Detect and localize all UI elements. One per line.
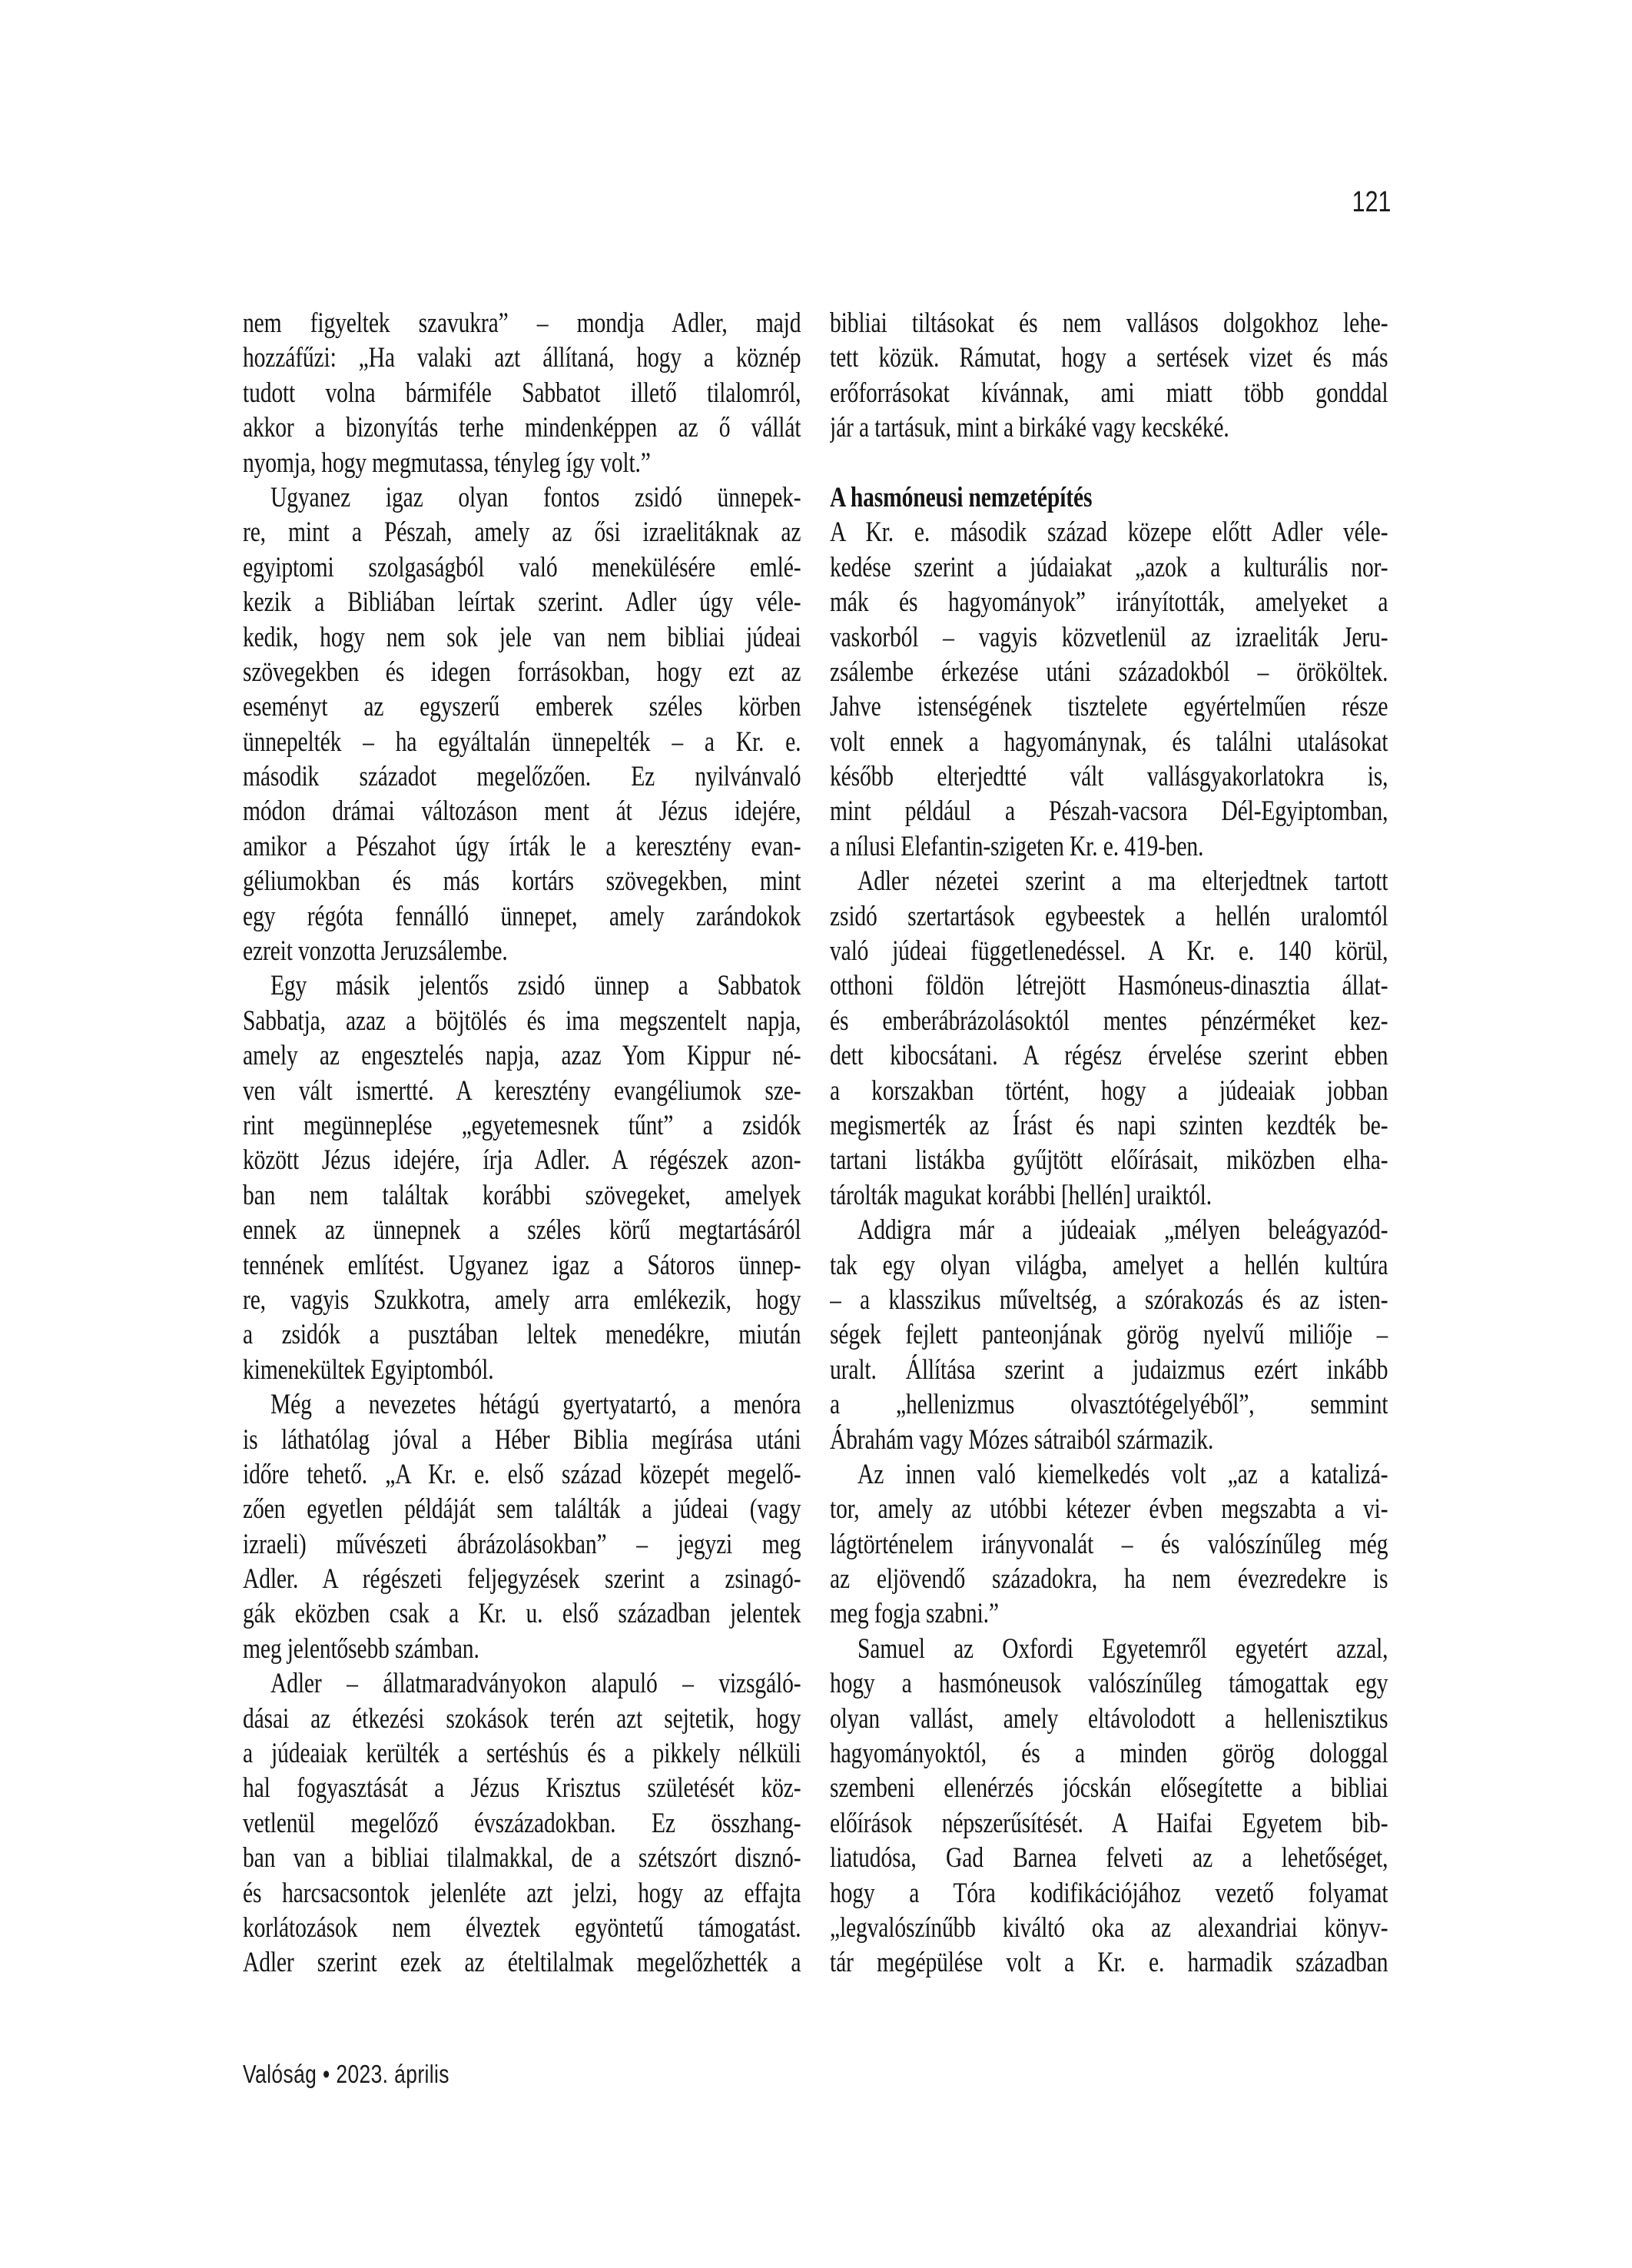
text-line: Ugyanez igaz olyan fontos zsidó ünnepek- (270, 481, 801, 513)
text-line: tartani listákba gyűjtött előírásait, miközben elha- (830, 1144, 1388, 1177)
text-line: tennének említést. Ugyanez igaz a Sátoros ünnep- (243, 1249, 801, 1281)
text-line: tudott volna bármiféle Sabbatot illető tilalomról, (243, 377, 801, 409)
text-line: Az innen való kiemelkedés volt „az a katalizá- (857, 1458, 1388, 1490)
text-line: a zsidók a pusztában leltek menedékre, miután (243, 1319, 801, 1351)
text-line: ven vált ismertté. A keresztény evangéliumok sze- (243, 1074, 801, 1107)
text-line: amely az engesztelés napja, azaz Yom Kippur né- (243, 1040, 801, 1072)
text-line: egyiptomi szolgaságból való menekülésére emlé- (243, 551, 801, 583)
text-line: hogy a hasmóneusok valószínűleg támogattak egy (830, 1668, 1388, 1700)
text-line: amikor a Pészahot úgy írták le a keresztény evan- (243, 830, 801, 862)
text-line: Adler szerint ezek az ételtilalmak megelőzhették a (243, 1947, 801, 1979)
text-line: között Jézus idejére, írja Adler. A régészek azon- (243, 1144, 801, 1177)
text-line: izraeli) művészeti ábrázolásokban” – jegyzi meg (243, 1528, 801, 1560)
text-line: és harcsacsontok jelenléte azt jelzi, hogy az effajta (243, 1877, 801, 1909)
text-line: zően egyetlen példáját sem találták a júdeai (vagy (243, 1493, 801, 1526)
text-column-left (243, 306, 801, 1981)
text-line: bibliai tiltásokat és nem vallásos dolgokhoz lehe- (830, 307, 1388, 339)
text-line: a júdeaiak kerülték a sertéshús és a pikkely nélküli (243, 1738, 801, 1770)
text-line: vaskorból – vagyis közvetlenül az izraeliták Jeru- (830, 621, 1388, 653)
text-line: a korszakban történt, hogy a júdeaiak jobban (830, 1074, 1388, 1107)
text-line: kezik a Bibliában leírtak szerint. Adler úgy véle- (243, 586, 801, 619)
text-line: otthoni földön létrejött Hasmóneus-dinasztia állat- (830, 970, 1388, 1002)
text-line: hagyományoktól, és a minden görög dologgal (830, 1738, 1388, 1770)
text-line: tak egy olyan világba, amelyet a hellén kultúra (830, 1249, 1388, 1281)
text-line: nyomja, hogy megmutassa, tényleg így volt.” (243, 447, 651, 479)
text-line: később elterjedtté vált vallásgyakorlatokra is, (830, 761, 1388, 793)
text-line: kedik, hogy nem sok jele van nem bibliai júdeai (243, 621, 801, 653)
text-line: ennek az ünnepnek a széles körű megtartásáról (243, 1214, 801, 1247)
text-line: vetlenül megelőző évszázadokban. Ez összhang- (243, 1807, 801, 1839)
text-line: hozzáfűzi: „Ha valaki azt állítaná, hogy a köznép (243, 342, 801, 374)
text-line: liatudósa, Gad Barnea felveti az a lehetőséget, (830, 1842, 1388, 1875)
text-line: való júdeai függetlenedéssel. A Kr. e. 140 körül, (830, 935, 1388, 968)
text-line: az eljövendő századokra, ha nem évezredekre is (830, 1563, 1388, 1596)
text-line: tett közük. Rámutat, hogy a sertések vizet és más (830, 342, 1388, 374)
text-line: dásai az étkezési szokások terén azt sejtetik, hogy (243, 1702, 801, 1735)
text-line: hogy a Tóra kodifikációjához vezető folyamat (830, 1877, 1388, 1909)
text-line: akkor a bizonyítás terhe mindenképpen az ő vállát (243, 412, 801, 444)
text-line: kimenekültek Egyiptomból. (243, 1353, 494, 1386)
text-line: meg fogja szabni.” (830, 1598, 999, 1630)
text-line: dett kibocsátani. A régész érvelése szerint ebben (830, 1040, 1388, 1072)
blank-line (830, 446, 1388, 480)
text-line: mák és hagyományok” irányították, amelyeket a (830, 586, 1388, 619)
text-line: jár a tartásuk, mint a birkáké vagy kecskéké. (830, 412, 1229, 444)
text-line: Samuel az Oxfordi Egyetemről egyetért azzal, (857, 1632, 1388, 1665)
text-line: volt ennek a hagyománynak, és találni utalásokat (830, 726, 1388, 758)
text-line: ezreit vonzotta Jeruzsálembe. (243, 935, 508, 968)
text-line: Ábrahám vagy Mózes sátraiból származik. (830, 1423, 1214, 1456)
text-line: módon drámai változáson ment át Jézus idejére, (243, 795, 801, 828)
text-line: ünnepelték – ha egyáltalán ünnepelték – a Kr. e. (243, 726, 801, 758)
text-line: uralt. Állítása szerint a judaizmus ezért inkább (830, 1353, 1388, 1386)
text-line: is láthatólag jóval a Héber Biblia megírása utáni (243, 1423, 801, 1456)
text-line: tár megépülése volt a Kr. e. harmadik században (830, 1947, 1388, 1979)
text-line: Adler nézetei szerint a ma elterjedtnek tartott (857, 865, 1388, 898)
text-line: meg jelentősebb számban. (243, 1632, 479, 1665)
text-line: Adler – állatmaradványokon alapuló – vizsgáló- (270, 1668, 801, 1700)
text-line: re, mint a Pészah, amely az ősi izraelitáknak az (243, 516, 801, 549)
text-line: erőforrásokat kívánnak, ami miatt több gonddal (830, 377, 1388, 409)
text-line: lágtörténelem irányvonalát – és valószínűleg még (830, 1528, 1388, 1560)
text-line: re, vagyis Szukkotra, amely arra emlékezik, hogy (243, 1283, 801, 1316)
text-line: géliumokban és más kortárs szövegekben, mint (243, 865, 801, 898)
text-line: a nílusi Elefantin-szigeten Kr. e. 419-ben. (830, 830, 1204, 862)
text-line: Egy másik jelentős zsidó ünnep a Sabbatok (270, 970, 801, 1002)
text-line: Még a nevezetes hétágú gyertyatartó, a menóra (270, 1389, 801, 1421)
text-line: ban nem találtak korábbi szövegeket, amelyek (243, 1179, 801, 1211)
text-line: kedése szerint a júdaiakat „azok a kulturális nor- (830, 551, 1388, 583)
text-line: hal fogyasztását a Jézus Krisztus születését köz- (243, 1772, 801, 1805)
text-line: rint megünneplése „egyetemesnek tűnt” a zsidók (243, 1109, 801, 1141)
text-line: egy régóta fennálló ünnepet, amely zarándokok (243, 900, 801, 932)
text-line: – a klasszikus műveltség, a szórakozás és az isten- (830, 1283, 1388, 1316)
text-line: és emberábrázolásoktól mentes pénzérméket kez- (830, 1004, 1388, 1037)
text-line: ban van a bibliai tilalmakkal, de a szétszórt disznó- (243, 1842, 801, 1875)
text-line: „legvalószínűbb kiváltó oka az alexandriai könyv- (830, 1911, 1388, 1944)
text-line: Sabbatja, azaz a böjtölés és ima megszentelt napja, (243, 1004, 801, 1037)
text-line: szövegekben és idegen forrásokban, hogy ezt az (243, 656, 801, 688)
text-line: A Kr. e. második század közepe előtt Adler véle- (830, 516, 1388, 549)
text-line: olyan vallást, amely eltávolodott a hellenisztikus (830, 1702, 1388, 1735)
text-line: megismerték az Írást és napi szinten kezdték be- (830, 1109, 1388, 1141)
text-line: eseményt az egyszerű emberek széles körben (243, 691, 801, 723)
text-column-right (830, 306, 1388, 1981)
text-line: előírások népszerűsítését. A Haifai Egyetem bib- (830, 1807, 1388, 1839)
text-line: korlátozások nem élveztek egyöntetű támogatást. (243, 1911, 801, 1944)
text-line: tor, amely az utóbbi kétezer évben megszabta a vi- (830, 1493, 1388, 1526)
page-number: 121 (1352, 186, 1391, 218)
text-line: időre tehető. „A Kr. e. első század közepét megelő- (243, 1458, 801, 1490)
text-line: nem figyeltek szavukra” – mondja Adler, majd (243, 307, 801, 339)
text-line: zsálembe érkezése utáni századokból – örököltek. (830, 656, 1388, 688)
section-heading: A hasmóneusi nemzetépítés (830, 481, 1093, 513)
text-line: tárolták magukat korábbi [hellén] uraiktól. (830, 1179, 1212, 1211)
text-line: mint például a Pészah-vacsora Dél-Egyiptomban, (830, 795, 1388, 828)
text-line: ségek fejlett panteonjának görög nyelvű miliője – (830, 1319, 1388, 1351)
text-line: gák eközben csak a Kr. u. első században jelentek (243, 1598, 801, 1630)
text-line: második századot megelőzően. Ez nyilvánvaló (243, 761, 801, 793)
text-line: Adler. A régészeti feljegyzések szerint a zsinagó- (243, 1563, 801, 1596)
text-line: a „hellenizmus olvasztótégelyéből”, semmint (830, 1389, 1388, 1421)
journal-footer: Valóság • 2023. április (243, 2060, 449, 2088)
text-line: Addigra már a júdeaiak „mélyen beleágyazód- (857, 1214, 1388, 1247)
text-line: szembeni ellenérzés jócskán elősegítette a bibliai (830, 1772, 1388, 1805)
text-line: Jahve istenségének tisztelete egyértelműen része (830, 691, 1388, 723)
text-line: zsidó szertartások egybeestek a hellén uralomtól (830, 900, 1388, 932)
